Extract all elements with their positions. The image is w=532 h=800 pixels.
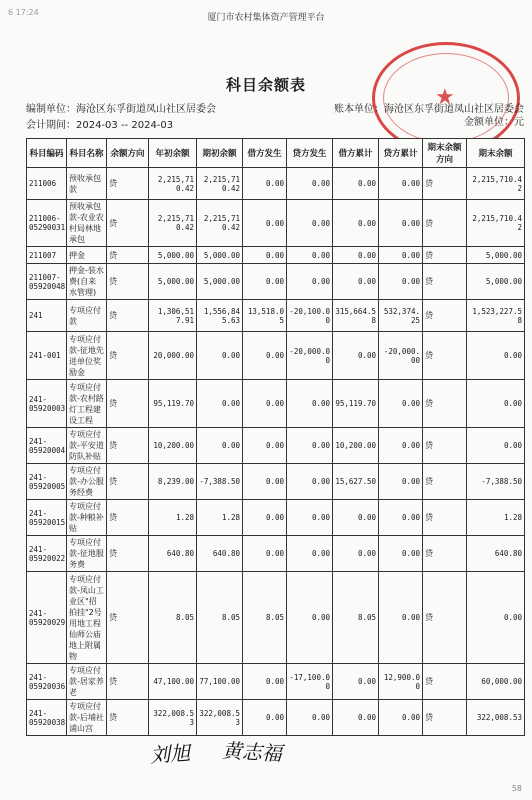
column-header: 贷方发生 <box>287 139 333 168</box>
cell-end-bal: 2,215,710.42 <box>467 168 525 200</box>
cell-code: 241-05920005 <box>27 464 67 500</box>
cell-period-open: 0.00 <box>197 380 243 428</box>
cell-year-open: 1,306,517.91 <box>149 300 197 332</box>
cell-credit: 0.00 <box>287 572 333 664</box>
cell-end-dir: 贷 <box>423 332 467 380</box>
cell-code: 241-05920004 <box>27 428 67 464</box>
cell-code: 241-05920003 <box>27 380 67 428</box>
cell-year-open: 2,215,710.42 <box>149 168 197 200</box>
cell-debit-cum: 15,627.50 <box>333 464 379 500</box>
cell-debit: 0.00 <box>243 700 287 736</box>
balance-table <box>26 138 525 736</box>
cell-debit: 0.00 <box>243 464 287 500</box>
cell-credit: -20,000.00 <box>287 332 333 380</box>
cell-year-open: 322,008.53 <box>149 700 197 736</box>
cell-year-open: 640.80 <box>149 536 197 572</box>
cell-debit: 0.00 <box>243 380 287 428</box>
table-body <box>27 168 525 736</box>
signature-1: 刘旭 <box>149 740 191 768</box>
table-row <box>27 428 525 464</box>
cell-dir: 贷 <box>107 332 149 380</box>
cell-dir: 贷 <box>107 200 149 247</box>
cell-end-bal: 0.00 <box>467 380 525 428</box>
cell-dir: 贷 <box>107 464 149 500</box>
org-label: 编制单位：海沧区东孚街道凤山社区居委会 <box>26 104 216 115</box>
cell-credit-cum: 0.00 <box>379 428 423 464</box>
cell-dir: 贷 <box>107 664 149 700</box>
cell-year-open: 47,100.00 <box>149 664 197 700</box>
table-row <box>27 664 525 700</box>
cell-name: 预收承包款 <box>67 168 107 200</box>
cell-credit-cum: -20,000.00 <box>379 332 423 380</box>
cell-debit-cum: 10,200.00 <box>333 428 379 464</box>
cell-debit: 0.00 <box>243 332 287 380</box>
unit-label: 金额单位：元 <box>464 117 524 128</box>
cell-credit: -17,100.00 <box>287 664 333 700</box>
cell-end-bal: 1,523,227.58 <box>467 300 525 332</box>
cell-end-bal: 322,008.53 <box>467 700 525 736</box>
cell-year-open: 2,215,710.42 <box>149 200 197 247</box>
table-row <box>27 380 525 428</box>
cell-debit: 0.00 <box>243 264 287 300</box>
cell-year-open: 95,119.70 <box>149 380 197 428</box>
system-title: 厦门市农村集体资产管理平台 <box>207 13 325 23</box>
cell-year-open: 10,200.00 <box>149 428 197 464</box>
table-row <box>27 536 525 572</box>
page-number: 58 <box>511 784 522 793</box>
cell-debit-cum: 0.00 <box>333 536 379 572</box>
table-header-row <box>27 139 525 168</box>
cell-end-dir: 贷 <box>423 300 467 332</box>
cell-credit-cum: 12,900.00 <box>379 664 423 700</box>
column-header: 借方发生 <box>243 139 287 168</box>
cell-credit: 0.00 <box>287 168 333 200</box>
cell-end-dir: 贷 <box>423 168 467 200</box>
cell-end-dir: 贷 <box>423 664 467 700</box>
column-header: 期末余额 <box>467 139 525 168</box>
cell-period-open: 5,000.00 <box>197 264 243 300</box>
cell-dir: 贷 <box>107 247 149 264</box>
cell-end-bal: 0.00 <box>467 332 525 380</box>
table-row <box>27 200 525 247</box>
cell-credit-cum: 0.00 <box>379 536 423 572</box>
cell-period-open: 5,000.00 <box>197 247 243 264</box>
print-timestamp: 6 17:24 <box>8 8 39 17</box>
cell-period-open: 2,215,710.42 <box>197 168 243 200</box>
cell-period-open: 1,556,845.63 <box>197 300 243 332</box>
cell-credit-cum: 0.00 <box>379 168 423 200</box>
cell-code: 211006 <box>27 168 67 200</box>
column-header: 年初余额 <box>149 139 197 168</box>
cell-period-open: 2,215,710.42 <box>197 200 243 247</box>
column-header: 借方累计 <box>333 139 379 168</box>
cell-year-open: 5,000.00 <box>149 264 197 300</box>
cell-code: 241 <box>27 300 67 332</box>
cell-code: 211007 <box>27 247 67 264</box>
cell-debit: 0.00 <box>243 428 287 464</box>
cell-credit-cum: 0.00 <box>379 700 423 736</box>
period-label: 会计期间：2024-03 -- 2024-03 <box>26 120 174 131</box>
cell-credit-cum: 0.00 <box>379 264 423 300</box>
signature-2: 黄志福 <box>221 738 283 766</box>
cell-debit: 0.00 <box>243 664 287 700</box>
cell-debit-cum: 0.00 <box>333 664 379 700</box>
cell-dir: 贷 <box>107 572 149 664</box>
column-header: 贷方累计 <box>379 139 423 168</box>
cell-end-dir: 贷 <box>423 464 467 500</box>
cell-end-bal: 60,000.00 <box>467 664 525 700</box>
cell-credit-cum: 0.00 <box>379 200 423 247</box>
cell-year-open: 20,000.00 <box>149 332 197 380</box>
cell-end-bal: 0.00 <box>467 572 525 664</box>
table-row <box>27 332 525 380</box>
cell-name: 专项应付款-征地服务费 <box>67 536 107 572</box>
column-header: 余额方向 <box>107 139 149 168</box>
cell-credit: 0.00 <box>287 700 333 736</box>
cell-code: 211007-05920048 <box>27 264 67 300</box>
cell-name: 专项应付款-后埔社浦山宫 <box>67 700 107 736</box>
cell-dir: 贷 <box>107 264 149 300</box>
cell-dir: 贷 <box>107 500 149 536</box>
cell-debit-cum: 0.00 <box>333 247 379 264</box>
cell-name: 专项应付款-征地先进单位奖励金 <box>67 332 107 380</box>
cell-name: 专项应付款-种粮补贴 <box>67 500 107 536</box>
cell-credit-cum: 0.00 <box>379 380 423 428</box>
table-row <box>27 572 525 664</box>
cell-end-dir: 贷 <box>423 200 467 247</box>
cell-debit-cum: 0.00 <box>333 168 379 200</box>
cell-dir: 贷 <box>107 300 149 332</box>
table-row <box>27 247 525 264</box>
cell-dir: 贷 <box>107 700 149 736</box>
cell-code: 241-001 <box>27 332 67 380</box>
cell-period-open: 322,008.53 <box>197 700 243 736</box>
cell-debit: 0.00 <box>243 500 287 536</box>
cell-credit: 0.00 <box>287 428 333 464</box>
cell-debit-cum: 8.05 <box>333 572 379 664</box>
cell-debit: 0.00 <box>243 247 287 264</box>
cell-year-open: 8,239.00 <box>149 464 197 500</box>
cell-year-open: 1.28 <box>149 500 197 536</box>
column-header: 期初余额 <box>197 139 243 168</box>
cell-code: 211006-05290031 <box>27 200 67 247</box>
cell-debit-cum: 0.00 <box>333 332 379 380</box>
cell-code: 241-05920038 <box>27 700 67 736</box>
cell-credit: 0.00 <box>287 264 333 300</box>
table-row <box>27 168 525 200</box>
cell-dir: 贷 <box>107 428 149 464</box>
cell-name: 专项应付款 <box>67 300 107 332</box>
cell-debit-cum: 0.00 <box>333 700 379 736</box>
cell-debit-cum: 0.00 <box>333 200 379 247</box>
cell-credit-cum: 0.00 <box>379 500 423 536</box>
cell-code: 241-05920036 <box>27 664 67 700</box>
table-row <box>27 264 525 300</box>
cell-code: 241-05920029 <box>27 572 67 664</box>
cell-name: 专项应付款-居家养老 <box>67 664 107 700</box>
cell-debit-cum: 0.00 <box>333 500 379 536</box>
cell-name: 专项应付款-平安道防队补贴 <box>67 428 107 464</box>
cell-credit: 0.00 <box>287 536 333 572</box>
cell-end-dir: 贷 <box>423 700 467 736</box>
cell-name: 专项应付款-办公服务经费 <box>67 464 107 500</box>
cell-name: 押金 <box>67 247 107 264</box>
cell-year-open: 8.05 <box>149 572 197 664</box>
cell-debit: 0.00 <box>243 200 287 247</box>
cell-dir: 贷 <box>107 168 149 200</box>
cell-end-dir: 贷 <box>423 500 467 536</box>
cell-debit-cum: 0.00 <box>333 264 379 300</box>
column-header: 期末余额方向 <box>423 139 467 168</box>
cell-end-bal: 0.00 <box>467 428 525 464</box>
cell-debit: 0.00 <box>243 168 287 200</box>
cell-end-dir: 贷 <box>423 572 467 664</box>
cell-credit: 0.00 <box>287 247 333 264</box>
table-row <box>27 464 525 500</box>
cell-code: 241-05920015 <box>27 500 67 536</box>
cell-credit-cum: 0.00 <box>379 572 423 664</box>
cell-credit-cum: 0.00 <box>379 464 423 500</box>
cell-code: 241-05920022 <box>27 536 67 572</box>
seal-star-icon: ★ <box>435 85 455 110</box>
cell-end-bal: -7,388.50 <box>467 464 525 500</box>
cell-credit-cum: 0.00 <box>379 247 423 264</box>
cell-period-open: 0.00 <box>197 332 243 380</box>
cell-credit: 0.00 <box>287 380 333 428</box>
cell-credit: 0.00 <box>287 200 333 247</box>
column-header: 科目名称 <box>67 139 107 168</box>
cell-debit: 13,518.05 <box>243 300 287 332</box>
cell-credit-cum: 532,374.25 <box>379 300 423 332</box>
cell-dir: 贷 <box>107 380 149 428</box>
cell-end-dir: 贷 <box>423 536 467 572</box>
cell-end-bal: 5,000.00 <box>467 247 525 264</box>
cell-end-bal: 640.80 <box>467 536 525 572</box>
table-row <box>27 700 525 736</box>
cell-name: 专项应付款-凤山工业区"招拍挂"2号用地工程仙师公庙地上附属物 <box>67 572 107 664</box>
cell-period-open: 8.05 <box>197 572 243 664</box>
cell-end-dir: 贷 <box>423 380 467 428</box>
cell-period-open: -7,388.50 <box>197 464 243 500</box>
cell-debit: 0.00 <box>243 536 287 572</box>
cell-debit-cum: 315,664.58 <box>333 300 379 332</box>
column-header: 科目编码 <box>27 139 67 168</box>
cell-credit: 0.00 <box>287 500 333 536</box>
cell-period-open: 77,100.00 <box>197 664 243 700</box>
cell-end-dir: 贷 <box>423 247 467 264</box>
cell-name: 专项应付款-农村路灯工程建设工程 <box>67 380 107 428</box>
cell-name: 预收承包款-农业农村局林地承包 <box>67 200 107 247</box>
cell-dir: 贷 <box>107 536 149 572</box>
table-row <box>27 500 525 536</box>
report-title: 科目余额表 <box>225 76 306 94</box>
cell-debit: 8.05 <box>243 572 287 664</box>
cell-name: 押金-装水费(自来水管理) <box>67 264 107 300</box>
cell-end-bal: 1.28 <box>467 500 525 536</box>
cell-end-bal: 5,000.00 <box>467 264 525 300</box>
cell-end-bal: 2,215,710.42 <box>467 200 525 247</box>
table-row <box>27 300 525 332</box>
cell-debit-cum: 95,119.70 <box>333 380 379 428</box>
cell-credit: 0.00 <box>287 464 333 500</box>
cell-credit: -20,100.00 <box>287 300 333 332</box>
account-label: 账本单位：海沧区东孚街道凤山社区居委会 <box>334 104 524 115</box>
cell-period-open: 1.28 <box>197 500 243 536</box>
cell-period-open: 0.00 <box>197 428 243 464</box>
cell-period-open: 640.80 <box>197 536 243 572</box>
cell-year-open: 5,000.00 <box>149 247 197 264</box>
cell-end-dir: 贷 <box>423 428 467 464</box>
cell-end-dir: 贷 <box>423 264 467 300</box>
